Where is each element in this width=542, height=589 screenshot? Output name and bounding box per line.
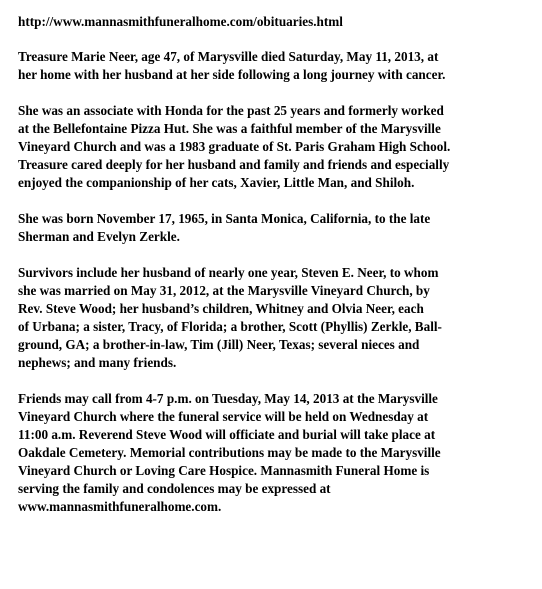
text-line: enjoyed the companionship of her cats, Xavier, Little Man, and Shiloh.: [18, 175, 415, 190]
obituary-document: [18, 13, 540, 534]
text-line: www.mannasmithfuneralhome.com.: [18, 499, 222, 514]
source-url: http://www.mannasmithfuneralhome.com/obituaries.html: [18, 14, 343, 29]
obituary-paragraph: [18, 264, 540, 372]
text-line: Vineyard Church and was a 1983 graduate of St. Paris Graham High School.: [18, 139, 451, 154]
text-line: nephews; and many friends.: [18, 355, 177, 370]
obituary-paragraph: [18, 390, 540, 516]
text-line: Friends may call from 4-7 p.m. on Tuesday, May 14, 2013 at the Marysville: [18, 391, 438, 406]
text-line: Vineyard Church where the funeral service will be held on Wednesday at: [18, 409, 429, 424]
text-line: her home with her husband at her side following a long journey with cancer.: [18, 67, 446, 82]
obituary-paragraph: [18, 210, 540, 246]
text-line: Oakdale Cemetery. Memorial contributions may be made to the Marysville: [18, 445, 441, 460]
obituary-body: [18, 48, 540, 516]
text-line: ground, GA; a brother-in-law, Tim (Jill) Neer, Texas; several nieces and: [18, 337, 420, 352]
text-line: Survivors include her husband of nearly one year, Steven E. Neer, to whom: [18, 265, 439, 280]
text-line: Vineyard Church or Loving Care Hospice. Mannasmith Funeral Home is: [18, 463, 430, 478]
obituary-paragraph: [18, 48, 540, 84]
text-line: she was married on May 31, 2012, at the Marysville Vineyard Church, by: [18, 283, 430, 298]
text-line: 11:00 a.m. Reverend Steve Wood will officiate and burial will take place at: [18, 427, 436, 442]
text-line: Rev. Steve Wood; her husband’s children, Whitney and Olvia Neer, each: [18, 301, 424, 316]
text-line: Sherman and Evelyn Zerkle.: [18, 229, 180, 244]
text-line: She was an associate with Honda for the past 25 years and formerly worked: [18, 103, 444, 118]
obituary-paragraph: [18, 102, 540, 192]
text-line: She was born November 17, 1965, in Santa Monica, California, to the late: [18, 211, 431, 226]
text-line: of Urbana; a sister, Tracy, of Florida; a brother, Scott (Phyllis) Zerkle, Ball-: [18, 319, 442, 334]
text-line: Treasure cared deeply for her husband and family and friends and especially: [18, 157, 450, 172]
text-line: Treasure Marie Neer, age 47, of Marysville died Saturday, May 11, 2013, at: [18, 49, 439, 64]
text-line: at the Bellefontaine Pizza Hut. She was a faithful member of the Marysville: [18, 121, 441, 136]
text-line: serving the family and condolences may be expressed at: [18, 481, 331, 496]
